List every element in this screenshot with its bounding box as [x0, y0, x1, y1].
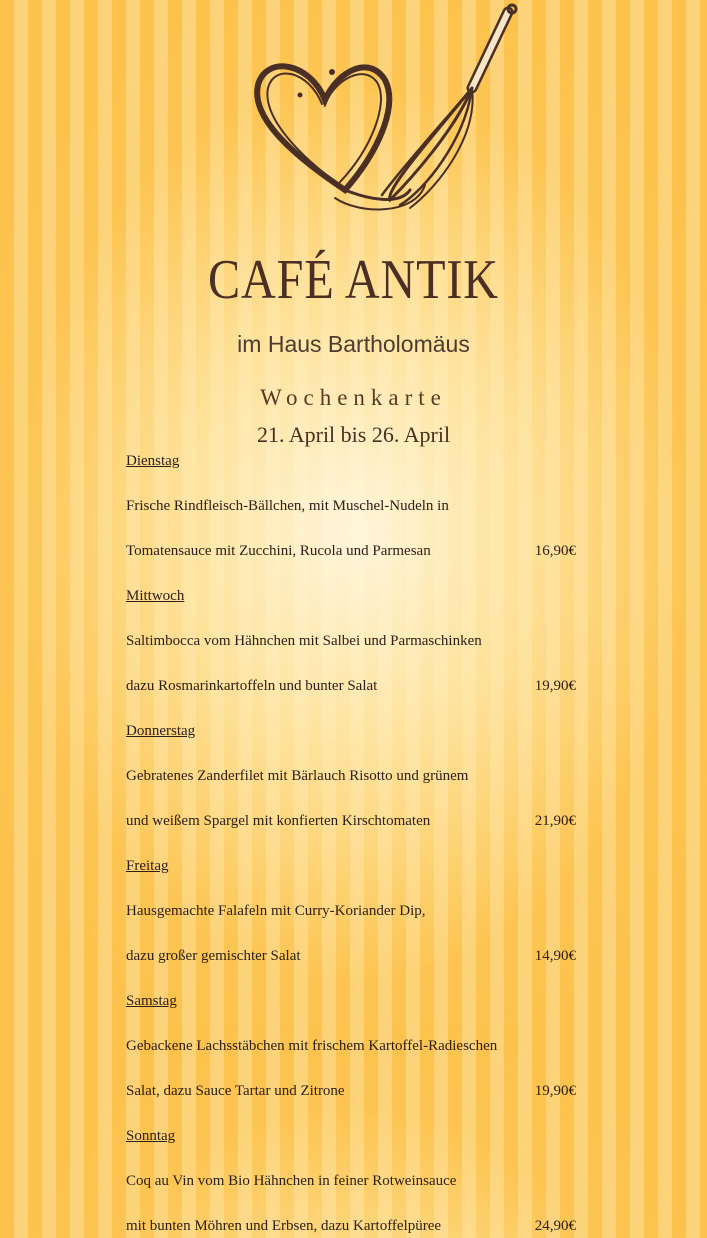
dish-price: 19,90€	[534, 1083, 576, 1099]
cafe-subtitle: im Haus Bartholomäus	[237, 331, 470, 357]
dish-line	[126, 540, 576, 563]
weekly-menu	[126, 450, 576, 1238]
dish-line-text: und weißem Spargel mit konfierten Kirschtomaten	[126, 813, 431, 829]
dish-price: 24,90€	[534, 1218, 576, 1234]
dish-line: Gebratenes Zanderfilet mit Bärlauch Risotto und grünem	[126, 768, 469, 784]
dish-line: Coq au Vin vom Bio Hähnchen in feiner Rotweinsauce	[126, 1173, 457, 1189]
dish-line	[126, 675, 576, 698]
dish-price: 16,90€	[534, 543, 576, 559]
dish-price: 14,90€	[534, 948, 576, 964]
dish-line	[126, 1080, 576, 1103]
heart-whisk-icon	[240, 0, 540, 230]
dish-line-text: Salat, dazu Sauce Tartar und Zitrone	[126, 1083, 345, 1099]
dish-line	[126, 810, 576, 833]
dish-line-text: Tomatensauce mit Zucchini, Rucola und Parmesan	[126, 543, 431, 559]
day-heading: Samstag	[126, 993, 177, 1009]
menu-dates: 21. April bis 26. April	[256, 422, 451, 447]
dish-line	[126, 1215, 576, 1238]
dish-line-text: dazu Rosmarinkartoffeln und bunter Salat	[126, 678, 378, 694]
dish-line: Gebackene Lachsstäbchen mit frischem Kartoffel-Radieschen	[126, 1038, 498, 1054]
dish-line-text: mit bunten Möhren und Erbsen, dazu Kartoffelpüree	[126, 1218, 442, 1234]
dish-price: 21,90€	[534, 813, 576, 829]
day-heading: Freitag	[126, 858, 169, 874]
day-heading: Donnerstag	[126, 723, 196, 739]
dish-line	[126, 945, 576, 968]
dish-line: Saltimbocca vom Hähnchen mit Salbei und Parmaschinken	[126, 633, 482, 649]
dish-line: Frische Rindfleisch-Bällchen, mit Muschel-Nudeln in	[126, 498, 449, 514]
cafe-name: CAFÉ ANTIK	[208, 249, 499, 311]
dish-price: 19,90€	[534, 678, 576, 694]
dish-line: Hausgemachte Falafeln mit Curry-Koriander Dip,	[126, 903, 426, 919]
day-heading: Mittwoch	[126, 588, 185, 604]
menu-title: Wochenkarte	[260, 385, 447, 410]
dish-line-text: dazu großer gemischter Salat	[126, 948, 301, 964]
day-heading: Dienstag	[126, 453, 180, 469]
day-heading: Sonntag	[126, 1128, 176, 1144]
